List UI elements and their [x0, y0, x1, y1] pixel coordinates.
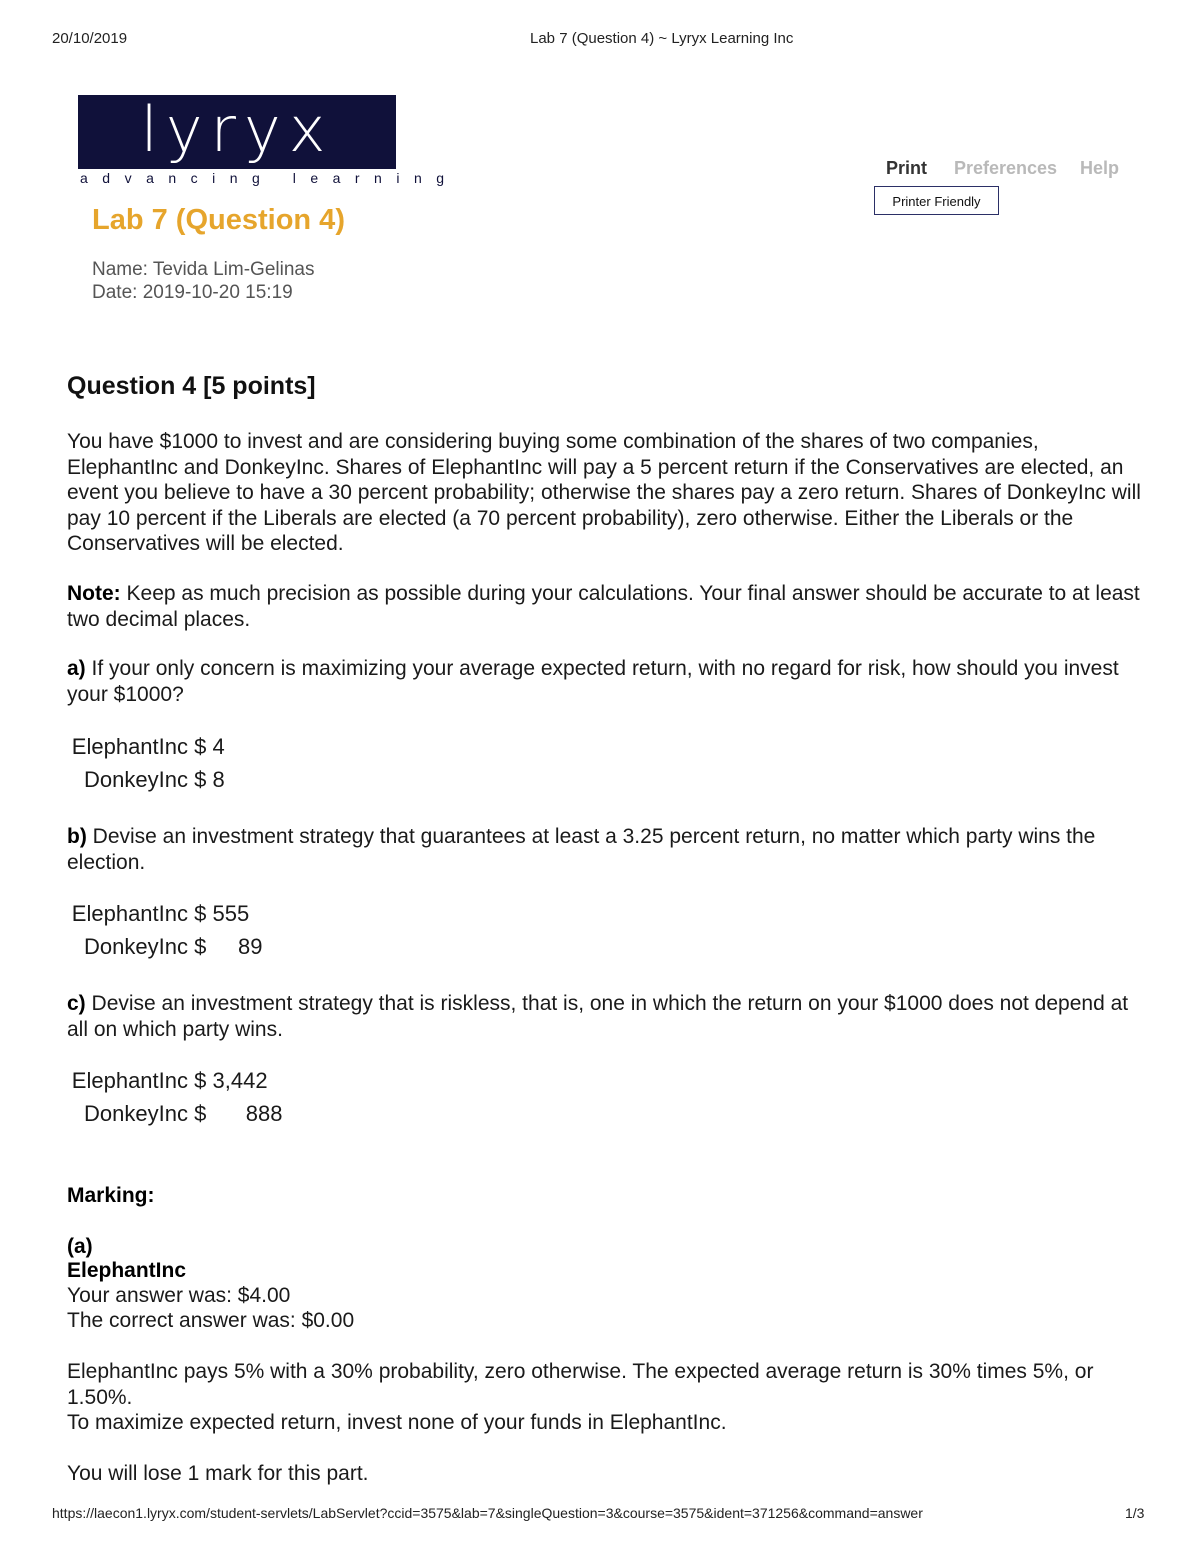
- answer-row: [68, 1101, 283, 1127]
- answer-row: [68, 934, 263, 960]
- answer-value: 89: [238, 934, 263, 959]
- question-title: Question 4 [5 points]: [67, 372, 316, 400]
- printer-friendly-button[interactable]: Printer Friendly: [874, 186, 999, 215]
- currency-symbol: $: [194, 1068, 207, 1093]
- menu-preferences[interactable]: Preferences: [954, 158, 1058, 178]
- part-b-text: Devise an investment strategy that guarantees at least a 3.25 percent return, no matter which party wins the election.: [67, 825, 1096, 874]
- correct-answer: The correct answer was: $0.00: [67, 1309, 355, 1332]
- menu-print[interactable]: Print: [886, 158, 928, 178]
- answer-value: 3,442: [212, 1068, 268, 1093]
- submission-date: Date: 2019-10-20 15:19: [92, 282, 293, 303]
- part-c-label: c): [67, 992, 86, 1015]
- part-a-text: If your only concern is maximizing your average expected return, with no regard for risk, how should you invest your $1000?: [67, 657, 1119, 706]
- answer-company: ElephantInc: [71, 734, 188, 759]
- print-page-title: Lab 7 (Question 4) ~ Lyryx Learning Inc: [530, 30, 794, 47]
- lab-title: Lab 7 (Question 4): [92, 204, 345, 236]
- print-url: https://laecon1.lyryx.com/student-servlets/LabServlet?ccid=3575&lab=7&singleQuestion=3&course=3575&ident=371256&command=answer: [52, 1505, 923, 1521]
- menu-help[interactable]: Help: [1080, 158, 1120, 178]
- part-a-prompt: [67, 656, 1147, 707]
- answer-row: [68, 734, 283, 760]
- answer-value: 888: [245, 1101, 283, 1126]
- print-page-number: 1/3: [1125, 1505, 1145, 1521]
- student-name: Name: Tevida Lim-Gelinas: [92, 259, 315, 280]
- answer-company: DonkeyInc: [84, 1101, 188, 1126]
- marking-heading: Marking:: [67, 1184, 155, 1207]
- question-note: [67, 581, 1147, 632]
- print-date: 20/10/2019: [52, 30, 128, 47]
- answer-row: [68, 901, 283, 927]
- answer-value: 555: [212, 901, 250, 926]
- marking-penalty: You will lose 1 mark for this part.: [67, 1462, 369, 1485]
- part-c-prompt: [67, 991, 1147, 1042]
- note-label: Note:: [67, 582, 121, 605]
- part-b-label: b): [67, 825, 87, 848]
- currency-symbol: $: [194, 767, 207, 792]
- your-answer: Your answer was: $4.00: [67, 1284, 291, 1307]
- logo-wordmark: lyryx: [140, 93, 334, 166]
- answer-row: [68, 767, 283, 793]
- question-intro: You have $1000 to invest and are considering buying some combination of the shares of two companies, ElephantInc and DonkeyInc. Shares of ElephantInc will pay a 5 percent return if the Conservatives are elected, an event you believe to have a 30 percent probability; otherwise the shares pay a zero return. Shares of DonkeyInc will pay 10 percent if the Liberals are elected (a 70 percent probability), zero otherwise. Either the Liberals or the Conservatives will be elected.: [67, 430, 1141, 555]
- marking-company: ElephantInc: [67, 1259, 187, 1282]
- answer-company: DonkeyInc: [84, 934, 188, 959]
- answer-row: [68, 1068, 283, 1094]
- logo-tagline: advancing learning: [80, 170, 459, 186]
- answer-company: ElephantInc: [71, 1068, 188, 1093]
- part-b-prompt: [67, 824, 1147, 875]
- answer-value: 4: [212, 734, 225, 759]
- currency-symbol: $: [194, 901, 207, 926]
- note-text: Keep as much precision as possible during your calculations. Your final answer should be accurate to at least two decimal places.: [67, 582, 1140, 631]
- currency-symbol: $: [194, 734, 207, 759]
- answer-company: DonkeyInc: [84, 767, 188, 792]
- currency-symbol: $: [194, 1101, 207, 1126]
- marking-advice: To maximize expected return, invest none of your funds in ElephantInc.: [67, 1411, 727, 1434]
- lyryx-logo: [78, 93, 459, 186]
- part-a-label: a): [67, 657, 86, 680]
- currency-symbol: $: [194, 934, 207, 959]
- part-c-text: Devise an investment strategy that is riskless, that is, one in which the return on your $1000 does not depend at all on which party wins.: [67, 992, 1129, 1041]
- marking-explanation: ElephantInc pays 5% with a 30% probability, zero otherwise. The expected average return is 30% times 5%, or 1.50%.: [67, 1360, 1094, 1409]
- answer-value: 8: [212, 767, 225, 792]
- answer-company: ElephantInc: [71, 901, 188, 926]
- marking-part-label: (a): [67, 1235, 93, 1258]
